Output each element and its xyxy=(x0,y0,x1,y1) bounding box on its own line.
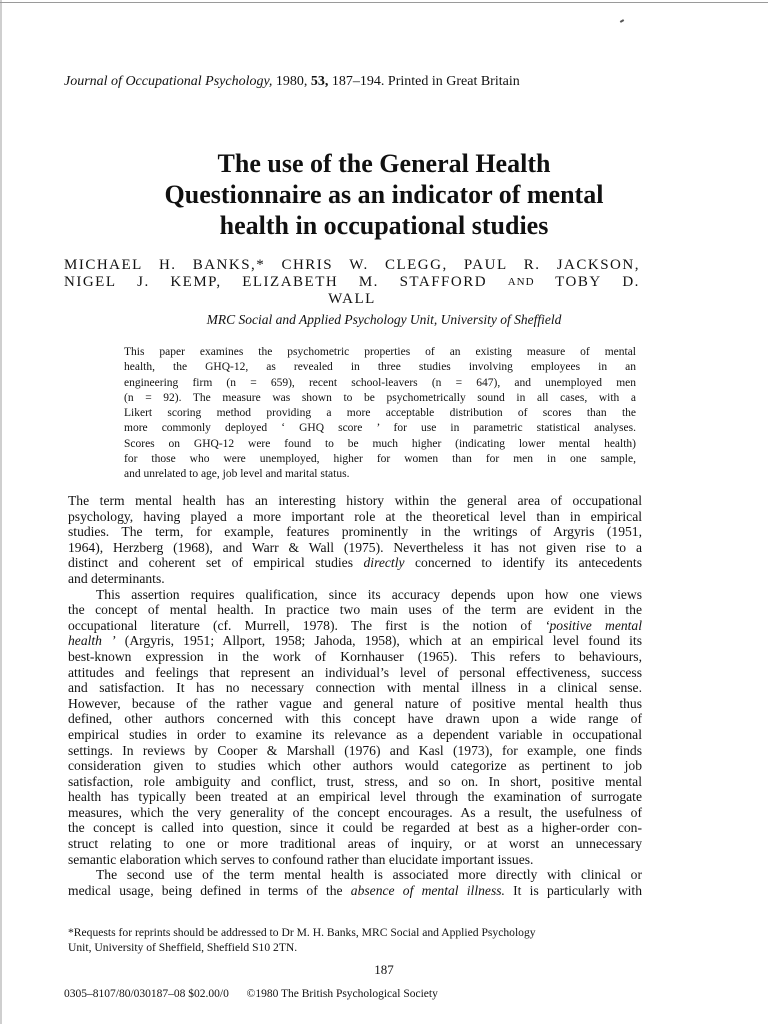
footnote xyxy=(68,926,642,955)
author-word: W. xyxy=(349,257,369,273)
author-line-3: WALL xyxy=(328,291,376,307)
footnote-line: *Requests for reprints should be addressed to Dr M. H. Banks, MRC Social and Applied Psychology xyxy=(68,926,536,939)
author-word: TOBY xyxy=(555,274,602,290)
body-line: settings. In reviews by Cooper & Marshall (1976) and Kasl (1973), for example, one finds xyxy=(68,742,642,758)
journal-volume: 53, xyxy=(310,74,329,89)
body-line: medical usage, being defined in terms of the absence of mental illness. It is particularly with xyxy=(68,882,642,898)
body-line: occupational literature (cf. Murrell, 1978). The first is the notion of ‘positive mental xyxy=(68,617,642,633)
author-word: KEMP, xyxy=(170,274,222,290)
copyright-notice: ©1980 The British Psychological Society xyxy=(246,988,438,1000)
italic-phrase: health ’ xyxy=(68,633,116,649)
body-line: The second use of the term mental health is associated more directly with clinical or xyxy=(96,867,642,883)
page-number: 187 xyxy=(374,962,394,977)
abstract-line: (n = 92). The measure was shown to be psychometrically sound in all cases, with a xyxy=(124,391,636,404)
author-list xyxy=(64,257,640,308)
author-word: CHRIS xyxy=(281,257,334,273)
body-line: and determinants. xyxy=(68,570,165,586)
author-word: J. xyxy=(137,274,150,290)
body-line: 1964), Herzberg (1968), and Warr & Wall (1975). Nevertheless it has not given rise to a xyxy=(68,539,642,555)
body-line: This assertion requires qualification, since its accuracy depends upon how one views xyxy=(96,586,642,602)
journal-year: 1980, xyxy=(275,74,308,89)
author-line-1 xyxy=(64,257,640,274)
author-word: D. xyxy=(622,274,640,290)
title-line: Questionnaire as an indicator of mental xyxy=(164,180,604,209)
author-word: PAUL xyxy=(463,257,508,273)
author-word: JACKSON, xyxy=(556,257,640,273)
paper-title xyxy=(64,148,704,241)
body-line: measures, which the very generality of the concept encourages. As a result, the usefulness of xyxy=(68,804,642,820)
italic-phrase: directly xyxy=(363,555,405,571)
abstract-line: Likert scoring method providing a more acceptable distribution of scores than the xyxy=(124,407,636,420)
abstract-line: engineering firm (n = 659), recent school-leavers (n = 647), and unemployed men xyxy=(124,376,636,389)
author-line-2 xyxy=(64,274,640,291)
journal-pages: 187–194. Printed in Great Britain xyxy=(331,74,520,89)
author-word: NIGEL xyxy=(64,274,117,290)
scan-edge xyxy=(0,0,2,1024)
body-line: The term mental health has an interesting history within the general area of occupational xyxy=(68,493,642,508)
body-line: empirical studies in order to examine its relevance as a dependent variable in occupational xyxy=(68,726,642,742)
body-line: However, because of the rather vague and general nature of positive mental health thus xyxy=(68,695,642,711)
body-line: struct relating to one or more traditional areas of inquiry, or at worst an unnecessary xyxy=(68,836,642,852)
italic-phrase: ‘positive mental xyxy=(544,617,642,633)
author-word: CLEGG, xyxy=(384,257,448,273)
body-text xyxy=(68,493,642,898)
abstract-line: Scores on GHQ-12 were found to be much higher (indicating lower mental health) xyxy=(124,437,636,450)
author-word: M. xyxy=(358,274,379,290)
author-word: STAFFORD xyxy=(399,274,488,290)
body-line: consideration given to studies which other authors would categorize as pertinent to job xyxy=(68,758,642,774)
body-line: distinct and coherent set of empirical studies directly concerned to identify its antecedents xyxy=(68,555,642,571)
footnote-line: Unit, University of Sheffield, Sheffield S10 2TN. xyxy=(68,940,298,954)
body-line: semantic elaboration which serves to confound rather than elucidate important issues. xyxy=(68,851,534,867)
scan-top-rule xyxy=(0,2,768,3)
journal-name: Journal of Occupational Psychology, xyxy=(64,74,273,89)
author-word: ELIZABETH xyxy=(242,274,339,290)
author-word: H. xyxy=(158,257,177,273)
journal-citation-line xyxy=(64,74,704,90)
abstract-line: for those who were unemployed, higher for women than for men in one sample, xyxy=(124,453,636,466)
title-line: health in occupational studies xyxy=(219,211,549,240)
copyright-line xyxy=(64,988,664,1000)
abstract-line: more commonly deployed ‘ GHQ score ’ for use in parametric statistical analyses. xyxy=(124,422,636,435)
scan-speck xyxy=(620,19,624,23)
author-word: MICHAEL xyxy=(64,257,143,273)
body-line: studies. The term, for example, features prominently in the writings of Argyris (1951, xyxy=(68,524,642,540)
body-line: satisfaction, role ambiguity and conflict, trust, stress, and so on. In short, positive mental xyxy=(68,773,642,789)
italic-phrase: absence of mental illness. xyxy=(350,882,505,898)
article-code: 0305–8107/80/030187–08 $02.00/0 xyxy=(64,988,229,1000)
abstract-line: This paper examines the psychometric properties of an existing measure of mental xyxy=(124,346,636,358)
body-line: the concept of mental health. In practice two main uses of the term are evident in the xyxy=(68,602,642,618)
body-line: health ’ (Argyris, 1951; Allport, 1958; Jahoda, 1958), which at an empirical level found its xyxy=(68,633,642,649)
body-line: health has typically been treated at an empirical level through the examination of surrogate xyxy=(68,789,642,805)
author-word: BANKS,* xyxy=(192,257,266,273)
body-line: defined, other authors concerned with this concept have drawn upon a wide range of xyxy=(68,711,642,727)
body-line: and satisfaction. It has no necessary connection with mental illness in a clinical sense. xyxy=(68,680,642,696)
abstract xyxy=(124,345,636,483)
body-line: psychology, having played a more important role at the theoretical level than in empirical xyxy=(68,508,642,524)
author-word: R. xyxy=(523,257,541,273)
author-conjunction: AND xyxy=(507,276,535,288)
title-line: The use of the General Health xyxy=(217,149,551,178)
affiliation: MRC Social and Applied Psychology Unit, University of Sheffield xyxy=(206,312,562,327)
abstract-line: and unrelated to age, job level and marital status. xyxy=(124,468,350,481)
abstract-line: health, the GHQ-12, as revealed in three studies involving employees in an xyxy=(124,361,636,374)
body-line: the concept is called into question, since it could be regarded at best as a higher-order con- xyxy=(68,820,642,836)
body-line: attitudes and feelings that represent an individual’s level of personal effectiveness, success xyxy=(68,664,642,680)
body-line: best-known expression in the work of Kornhauser (1965). This refers to behaviours, xyxy=(68,648,642,664)
